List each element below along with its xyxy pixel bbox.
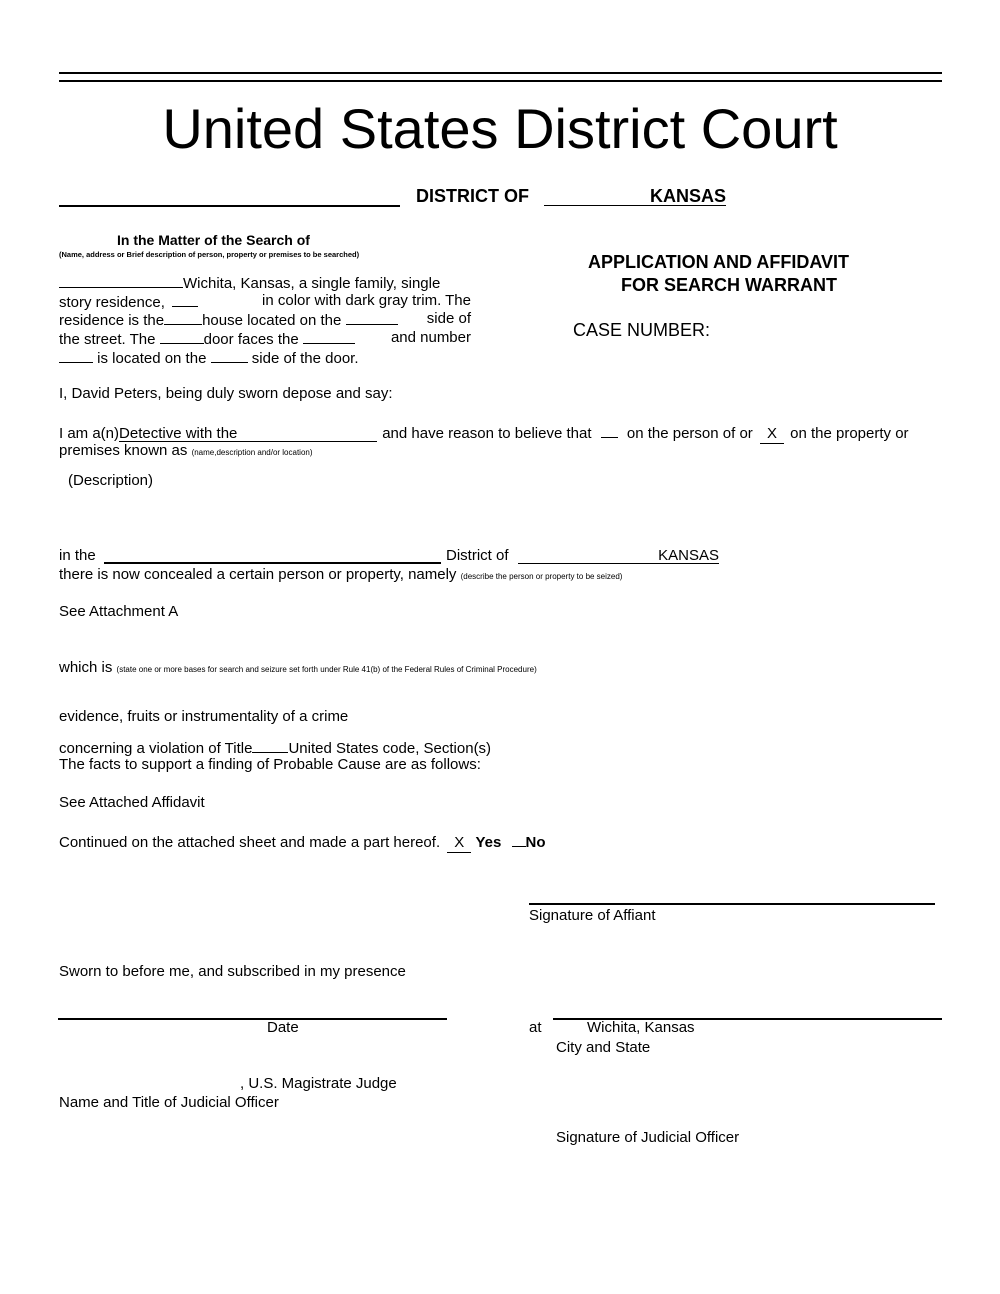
application-title-2: FOR SEARCH WARRANT: [621, 275, 837, 295]
blank: [346, 310, 398, 325]
matter-text: residence is the: [59, 312, 165, 329]
matter-text: the street. The: [59, 331, 156, 348]
matter-line-5: [59, 348, 359, 368]
date-label: Date: [267, 1019, 299, 1036]
in-the-label: in the: [59, 547, 96, 564]
at-label: at: [529, 1019, 542, 1036]
blank: [164, 310, 202, 325]
reason-label: and have reason to believe that: [382, 425, 592, 442]
yes-x: X: [454, 834, 465, 851]
city-state-label: City and State: [556, 1039, 651, 1056]
judicial-signature-label: Signature of Judicial Officer: [556, 1129, 740, 1146]
concealed-note: (describe the person or property to be seized): [460, 572, 623, 581]
property-x: X: [766, 425, 777, 442]
sworn-before: Sworn to before me, and subscribed in my presence: [59, 963, 406, 980]
concealed-line: [59, 566, 622, 586]
district-of-text: KANSAS: [658, 547, 719, 564]
application-title-1: APPLICATION AND AFFIDAVIT: [588, 252, 849, 272]
district-of-value: [518, 547, 719, 564]
affiant-signature-label: Signature of Affiant: [529, 907, 656, 924]
no-label: No: [525, 834, 546, 851]
premises-line: [59, 442, 313, 462]
premises-label: premises known as: [59, 442, 188, 459]
matter-line-3: [59, 310, 471, 330]
yes-checkbox: [447, 834, 471, 853]
top-rule-2: [59, 80, 942, 82]
matter-subheading: (Name, address or Brief description of person, property or premises to be searched): [59, 250, 360, 259]
no-checkbox: [512, 832, 526, 847]
role-text: Detective with the: [119, 425, 238, 442]
blank: [172, 292, 198, 307]
i-am-label: I am a(n): [59, 425, 120, 442]
court-title: United States District Court: [162, 97, 838, 160]
facts-text: The facts to support a finding of Probable Cause are as follows:: [59, 756, 481, 773]
i-am-line: [59, 423, 909, 444]
blank: [59, 348, 93, 363]
in-the-blank: [104, 562, 441, 564]
concerning-line: [59, 738, 491, 758]
matter-line-1: [59, 273, 440, 293]
which-is-text: which is: [59, 659, 113, 676]
matter-text: in color with dark gray trim. The: [262, 292, 471, 309]
premises-note: (name,description and/or location): [191, 448, 313, 457]
title-blank: [252, 738, 288, 753]
matter-text: door faces the: [203, 331, 299, 348]
sworn-intro: I, David Peters, being duly sworn depose and say:: [59, 385, 393, 402]
district-label: DISTRICT OF: [416, 186, 529, 206]
continued-text: Continued on the attached sheet and made a part hereof.: [59, 834, 441, 851]
affiant-signature-line: [529, 903, 935, 905]
concerning-text: concerning a violation of Title: [59, 740, 253, 757]
matter-text: story residence,: [59, 294, 165, 311]
city-state-value: Wichita, Kansas: [587, 1019, 695, 1036]
person-blank: [601, 423, 618, 438]
blank: [160, 329, 204, 344]
matter-line-4: [59, 329, 471, 349]
matter-line-2: [59, 292, 471, 312]
person-of-label: on the person of or: [626, 425, 753, 442]
blank: [211, 348, 248, 363]
which-is-note: (state one or more bases for search and seizure set forth under Rule 41(b) of the Federal Rules of Criminal Procedure): [116, 665, 537, 674]
role-value: [119, 425, 377, 442]
case-number-label: CASE NUMBER:: [573, 320, 711, 340]
district-blank-left: [59, 205, 400, 207]
concealed-text: there is now concealed a certain person or property, namely: [59, 566, 457, 583]
district-value-text: KANSAS: [649, 186, 726, 206]
description-label: (Description): [68, 472, 154, 489]
yes-label: Yes: [475, 834, 502, 851]
see-affidavit: See Attached Affidavit: [59, 794, 205, 811]
blank: [59, 273, 183, 288]
name-title-label: Name and Title of Judicial Officer: [59, 1094, 279, 1111]
matter-text: house located on the: [202, 312, 342, 329]
date-line: [58, 1018, 447, 1020]
see-attachment: See Attachment A: [59, 603, 179, 620]
judge-title: , U.S. Magistrate Judge: [240, 1075, 397, 1092]
which-is-line: [59, 659, 537, 679]
matter-text: is located on the: [97, 350, 207, 367]
matter-text: Wichita, Kansas, a single family, single: [183, 275, 441, 292]
property-checkbox: [760, 425, 784, 444]
matter-text: and number: [390, 329, 471, 346]
property-of-label: on the property or: [790, 425, 909, 442]
top-rule-1: [59, 72, 942, 74]
continued-line: [59, 832, 546, 853]
matter-text: side of: [426, 310, 471, 327]
matter-heading: In the Matter of the Search of: [117, 232, 310, 248]
matter-text: side of the door.: [251, 350, 359, 367]
code-section-text: United States code, Section(s): [288, 740, 492, 757]
evidence-text: evidence, fruits or instrumentality of a crime: [59, 708, 349, 725]
district-of-label: District of: [446, 547, 509, 564]
district-value: [544, 186, 726, 206]
blank: [303, 329, 355, 344]
